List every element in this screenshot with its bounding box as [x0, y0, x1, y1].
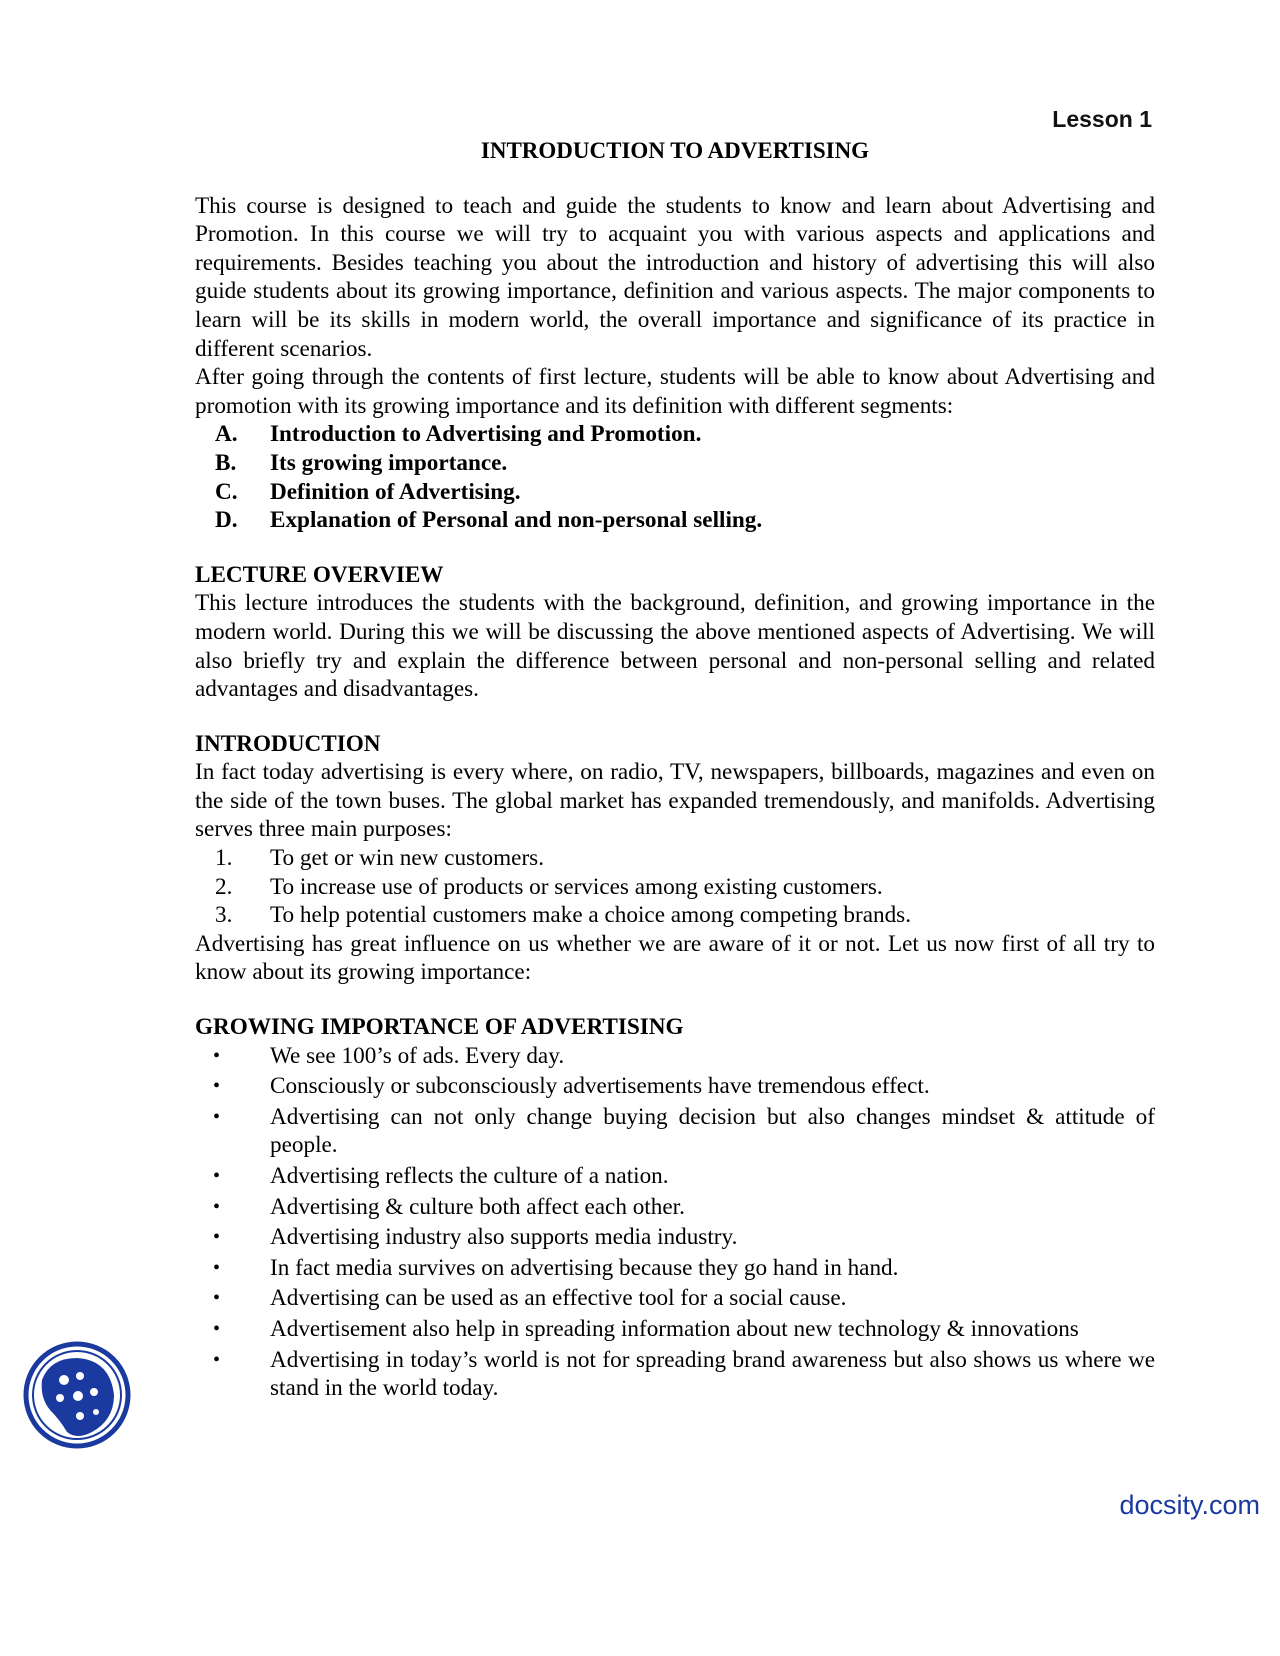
introduction-paragraph: In fact today advertising is every where, on radio, TV, newspapers, billboards, magazines and even on the side of the town buses. The global market has expanded tremendously, and manifolds. Advertising serves three main purposes: — [195, 759, 1155, 843]
list-item-text: Advertisement also help in spreading information about new technology & innovations — [270, 1315, 1079, 1342]
list-item-text: Advertising can not only change buying decision but also changes mindset & attitude of people. — [270, 1103, 1155, 1159]
bullet-icon: • — [213, 1165, 221, 1187]
list-item-text: To increase use of products or services among existing customers. — [270, 873, 883, 900]
importance-list — [195, 1042, 1155, 1403]
list-item — [195, 420, 1155, 449]
section-heading-overview: LECTURE OVERVIEW — [195, 561, 444, 588]
bullet-icon: • — [213, 1287, 221, 1310]
list-item — [195, 1103, 1155, 1160]
section-heading-growing-importance: GROWING IMPORTANCE OF ADVERTISING — [195, 1014, 684, 1041]
section-heading-introduction: INTRODUCTION — [195, 730, 381, 757]
bullet-icon: • — [213, 1195, 221, 1218]
list-item — [195, 449, 1155, 478]
list-marker: 3. — [215, 902, 233, 929]
list-item — [195, 1254, 1155, 1283]
list-item-text: Consciously or subconsciously advertisements have tremendous effect. — [270, 1073, 930, 1100]
list-item — [195, 1042, 1155, 1071]
docsity-logo-icon[interactable] — [22, 1340, 132, 1450]
list-item — [195, 1193, 1155, 1222]
list-item — [195, 1284, 1155, 1313]
list-item-text: To get or win new customers. — [270, 845, 544, 872]
bullet-icon: • — [213, 1075, 221, 1098]
list-item-text: Introduction to Advertising and Promotion. — [270, 421, 702, 448]
bullet-icon: • — [213, 1226, 221, 1249]
bullet-icon: • — [213, 1044, 221, 1067]
list-item — [195, 1223, 1155, 1252]
list-item — [195, 1072, 1155, 1101]
overview-paragraph: This lecture introduces the students with the background, definition, and growing importance in the modern world. During this we will be discussing the above mentioned aspects of Advertising. We will also briefly try and explain the difference between personal and non-personal selling and related advantages and disadvantages. — [195, 590, 1155, 703]
lesson-number: Lesson 1 — [1052, 106, 1152, 132]
list-item — [195, 901, 1155, 930]
list-marker: C. — [215, 478, 238, 505]
list-item-text: Its growing importance. — [270, 449, 508, 476]
list-item-text: Advertising reflects the culture of a nation. — [270, 1163, 669, 1189]
segments-list — [195, 420, 1155, 534]
list-item — [195, 844, 1155, 873]
list-item-text: Advertising can be used as an effective tool for a social cause. — [270, 1285, 847, 1312]
list-item-text: In fact media survives on advertising because they go hand in hand. — [270, 1254, 899, 1281]
document-body — [195, 132, 1155, 1405]
list-item-text: Explanation of Personal and non-personal selling. — [270, 507, 763, 534]
list-marker: D. — [215, 507, 238, 534]
list-item — [195, 506, 1155, 535]
list-item — [195, 873, 1155, 902]
list-item — [195, 1162, 1155, 1191]
list-item — [195, 1346, 1155, 1403]
document-title: INTRODUCTION TO ADVERTISING — [480, 138, 870, 163]
list-marker: 1. — [215, 845, 233, 872]
list-item-text: Advertising & culture both affect each other. — [270, 1193, 685, 1220]
list-item-text: Definition of Advertising. — [270, 478, 521, 505]
list-marker: A. — [215, 421, 238, 448]
bullet-icon: • — [213, 1348, 221, 1371]
introduction-closing: Advertising has great influence on us whether we are aware of it or not. Let us now first of all try to know about its growing importance: — [195, 930, 1155, 986]
list-item-text: Advertising industry also supports media industry. — [270, 1224, 738, 1251]
docsity-brand-link[interactable]: docsity.com — [1119, 1490, 1260, 1520]
list-item-text: We see 100’s of ads. Every day. — [270, 1042, 565, 1069]
intro-paragraph-2: After going through the contents of first lecture, students will be able to know about Advertising and promotion with its growing importance and its definition with different segments: — [195, 364, 1155, 419]
bullet-icon: • — [213, 1256, 221, 1279]
list-item-text: Advertising in today’s world is not for spreading brand awareness but also shows us where we stand in the world today. — [270, 1346, 1155, 1402]
list-item-text: To help potential customers make a choice among competing brands. — [270, 902, 911, 929]
purposes-list — [195, 844, 1155, 930]
list-marker: 2. — [215, 873, 233, 900]
bullet-icon: • — [213, 1317, 221, 1340]
list-item — [195, 1315, 1155, 1344]
list-item — [195, 478, 1155, 507]
intro-paragraph: This course is designed to teach and guide the students to know and learn about Advertising and Promotion. In this course we will try to acquaint you with various aspects and applications and requirements. Besides teaching you about the introduction and history of advertising this will also guide students about its growing importance, definition and various aspects. The major components to learn will be its skills in modern world, the overall importance and significance of its practice in different scenarios. — [195, 192, 1155, 362]
bullet-icon: • — [213, 1105, 221, 1128]
list-marker: B. — [215, 449, 237, 476]
